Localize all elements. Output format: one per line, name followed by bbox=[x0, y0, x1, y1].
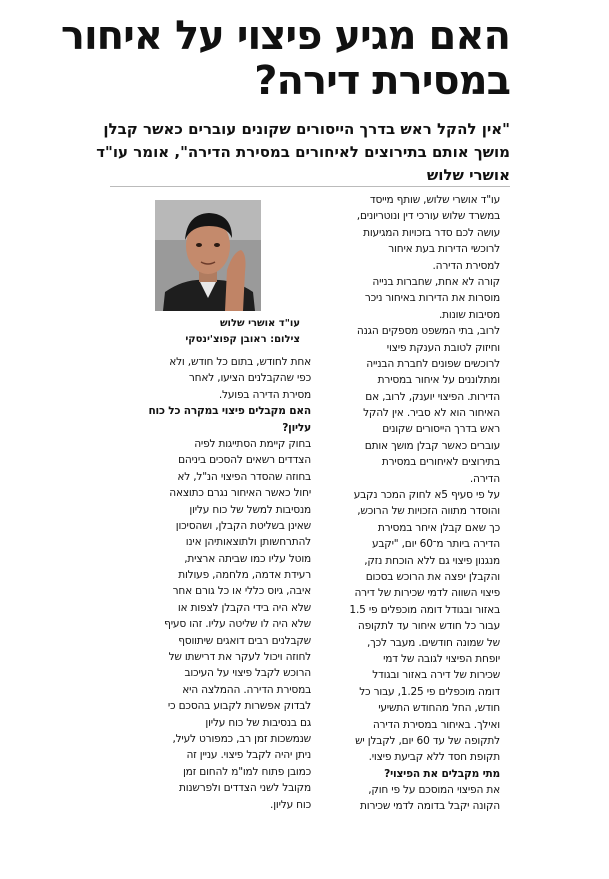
caption-credit: צילום: ראובן קפוצ'ינסקי bbox=[185, 334, 300, 345]
body-text-line: כך שאם קבלן איחר במסירת bbox=[377, 521, 500, 534]
body-text-line: שלא היה לו שליטה עליו. זהו סעיף bbox=[164, 618, 311, 631]
article-column-left bbox=[127, 354, 311, 813]
body-text-line: מוסרות את הדירות באיחור ניכר bbox=[364, 292, 500, 305]
section-heading-line: מתי מקבלים את הפיצוי? bbox=[384, 767, 500, 780]
body-text-line: עבור כל חודש איחור עד לתקופה bbox=[357, 620, 500, 633]
body-text-line: אחת לחודש, בתום כל חודש, ולא bbox=[169, 356, 311, 368]
body-text-line: קורה לא אחת, שחברות בנייה bbox=[372, 275, 500, 288]
subheadline-line: "אין להקל ראש בדרך הייסורים שקונים עוברים כאשר קבלן bbox=[103, 120, 510, 138]
body-text-line: באזור ובגודל דומה מוכפלים פי 1.5 bbox=[349, 603, 500, 616]
body-text-line: לתקופה של עד 60 יום, לקבלן יש bbox=[355, 734, 500, 747]
divider bbox=[110, 186, 510, 187]
body-text-line: מנגנון פיצוי גם ללא הוכחת נזק, bbox=[364, 554, 500, 567]
body-text-line: וחיזוק לטובת הענקת פיצוי bbox=[386, 341, 500, 354]
body-text-line: בחוק קיימת הסתייגות לפיה bbox=[194, 437, 311, 450]
body-text-line: במסירת הדירה. ההמלצה היא bbox=[182, 683, 311, 696]
body-text-line: הקונה יקבל בדומה לדמי שכירות bbox=[360, 800, 500, 813]
body-text-line: מסיבות שונות. bbox=[438, 308, 500, 321]
body-text-line: שקבלנים רבים דואגים שיתווסף bbox=[178, 634, 311, 647]
body-text-line: עוברים כאשר קבלן מושך אותם bbox=[364, 439, 500, 452]
body-text-line: יופחת הפיצוי לגובה של דמי bbox=[383, 652, 500, 665]
body-text-line: בחוזה שהסדר הפיצוי הנ"ל, לא bbox=[177, 470, 311, 483]
headline-line: האם מגיע פיצוי על איחור bbox=[60, 13, 510, 59]
body-text-line: הדירה ביותר מ־60 יום, "יקבע bbox=[371, 538, 500, 551]
body-text-line: יחול כאשר האיחור נגרם כתוצאה bbox=[169, 487, 311, 500]
body-text-line: והקבלן יפצה את הרוכש בסכום bbox=[365, 570, 500, 583]
body-text-line: את הפיצוי המוסכם על פי חוק, bbox=[368, 784, 500, 797]
body-text-line: למסירת הדירה. bbox=[432, 259, 500, 272]
body-text-line: לרוכשי הדירות בעת איחור bbox=[388, 243, 500, 256]
body-text-line: הדירות. הפיצוי יוענק, לרוב, אם bbox=[365, 390, 500, 403]
author-photo bbox=[155, 200, 261, 311]
section-heading-line: עליון? bbox=[282, 421, 311, 434]
photo-caption bbox=[130, 316, 300, 348]
body-text-line: של שמונה חודשים. מעבר לכך, bbox=[366, 636, 500, 649]
body-text-line: להתרחשותן ולתוצאותיהן אינו bbox=[185, 536, 311, 549]
body-text-line: במשרד שלוש עורכי דין ונוטריונים, bbox=[356, 210, 500, 223]
body-text-line: והוסדר מתווה הזכויות של הרוכש, bbox=[357, 505, 500, 518]
body-text-line: האיחור הוא לא סביר. אין להקל bbox=[363, 407, 500, 420]
body-text-line: פיצוי השווה לדמי שכירות של דירה bbox=[354, 587, 500, 600]
body-text-line: דומה מוכפלים פי 1.25, עבור כל bbox=[359, 685, 500, 698]
body-text-line: בתירוצים לאיחורים במסירת bbox=[381, 456, 500, 469]
body-text-line: מנסיבות למשל של כוח עליון bbox=[189, 503, 311, 516]
body-text-line: מוטל עליו כמו שביתה ארצית, bbox=[184, 552, 311, 565]
body-text-line: גם בנסיבות של כוח עליון bbox=[205, 716, 311, 729]
subheadline bbox=[96, 118, 510, 187]
subheadline-line: אושרי שלוש bbox=[426, 166, 510, 184]
body-text-line: כוח עליון. bbox=[270, 798, 311, 811]
body-text-line: שאינן בשליטת הקבלן, ושהסיכון bbox=[175, 519, 311, 532]
body-text-line: חודש, החל מהחודש התשיעי bbox=[378, 702, 500, 715]
body-text-line: תקופת חסד ללא קביעת פיצוי. bbox=[368, 751, 500, 764]
body-text-line: הרוכש לקבל פיצוי על העיכוב bbox=[184, 667, 311, 680]
body-text-line: מקובל לשני הצדדים ולפרשנות bbox=[178, 782, 311, 795]
body-text-line: רעידת אדמה, מלחמה, פעולות bbox=[178, 569, 311, 582]
body-text-line: שלא היה בידי הקבלן לצפות או bbox=[177, 601, 311, 614]
body-text-line: ומתלוננים על איחור במסירת bbox=[377, 374, 500, 387]
subheadline-line: מושך אותם בתירוצים לאיחורים במסירת הדירה", אומר עו"ד bbox=[96, 143, 510, 161]
body-text-line: ואילך. באיחור במסירת הדירה bbox=[372, 718, 500, 731]
body-text-line: הדירה. bbox=[469, 472, 500, 485]
body-text-line: הצדדים רשאים להסכים ביניהם bbox=[178, 454, 311, 467]
body-text-line: ראש בדרך הייסורים שקונים bbox=[382, 423, 500, 436]
body-text-line: לחוזה ויכול לעקר את דרישתו של bbox=[168, 651, 311, 664]
body-text-line: מסירת הדירה בפועל. bbox=[218, 388, 311, 401]
body-text-line: עושה לכם סדר בזכויות המגיעות bbox=[363, 226, 500, 239]
article-column-right bbox=[325, 192, 500, 815]
body-text-line: איבה, גיוס כללי או כל גורם אחר bbox=[172, 585, 311, 598]
section-heading-line: האם מקבלים פיצוי במקרה כל כוח bbox=[148, 405, 311, 418]
body-text-line: עו"ד אושרי שלוש, שותף מייסד bbox=[369, 194, 500, 206]
headline-line: במסירת דירה? bbox=[254, 58, 510, 104]
body-text-line: שנמשכות זמן רב, כמפורט לעיל, bbox=[172, 732, 311, 745]
body-text-line: כפי שהקבלנים הציעו, לאחר bbox=[188, 372, 311, 385]
body-text-line: לרוב, בתי המשפט מספקים הגנה bbox=[356, 325, 500, 338]
body-text-line: ניתן יהיה לקבל פיצוי. עניין זה bbox=[186, 749, 311, 762]
portrait-image bbox=[155, 200, 261, 311]
body-text-line: לבדוק אפשרות לקבוע בהסכם כי bbox=[167, 700, 311, 713]
caption-name: עו"ד אושרי שלוש bbox=[219, 318, 300, 329]
body-text-line: על פי סעיף 5א לחוק המכר נקבע bbox=[353, 489, 500, 502]
headline bbox=[60, 13, 510, 104]
body-text-line: כמובן פתוח למו"מ להחום זמן bbox=[182, 765, 311, 778]
body-text-line: לרוכשים שפונים לחברת הבנייה bbox=[366, 357, 500, 370]
body-text-line: שכירות של דירה באזור ובגודל bbox=[372, 669, 500, 682]
